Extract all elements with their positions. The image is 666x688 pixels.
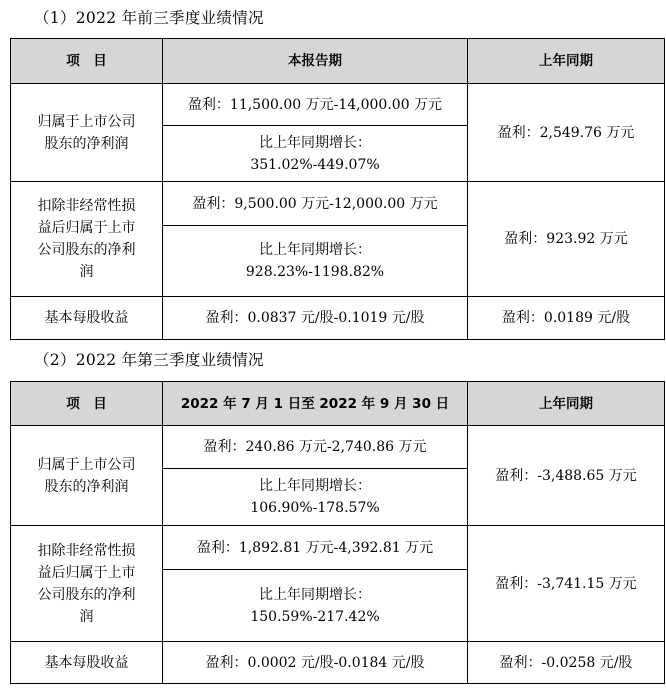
- header-current-period: 2022 年 7 月 1 日至 2022 年 9 月 30 日: [163, 382, 468, 426]
- table-row: [11, 642, 665, 684]
- net-profit-deducted-current-range: 盈利：1,892.81 万元-4,392.81 万元: [163, 526, 468, 570]
- net-profit-growth: [163, 126, 468, 182]
- row-label-net-profit: 归属于上市公司 股东的净利润: [11, 84, 163, 182]
- growth-label: 比上年同期增长：: [259, 586, 371, 603]
- table-row: [11, 84, 665, 126]
- header-current-period: 本报告期: [163, 39, 468, 84]
- header-item: 项 目: [11, 382, 163, 426]
- header-prior-period: 上年同期: [468, 382, 665, 426]
- net-profit-deducted-growth: [163, 570, 468, 642]
- net-profit-prior: 盈利：2,549.76 万元: [468, 84, 665, 182]
- growth-label: 比上年同期增长：: [259, 478, 371, 494]
- row-label-net-profit: 归属于上市公司 股东的净利润: [11, 426, 163, 526]
- header-prior-period: 上年同期: [468, 39, 665, 84]
- growth-label: 比上年同期增长：: [259, 134, 371, 151]
- growth-label: 比上年同期增长：: [259, 242, 371, 258]
- ytd-performance-table: [10, 38, 665, 340]
- table-header-row: [11, 39, 665, 84]
- row-label-eps: 基本每股收益: [11, 642, 163, 684]
- row-label-eps: 基本每股收益: [11, 297, 163, 340]
- net-profit-deducted-prior: 盈利：923.92 万元: [468, 182, 665, 297]
- growth-value: 928.23%-1198.82%: [245, 264, 385, 280]
- net-profit-current-range: 盈利：11,500.00 万元-14,000.00 万元: [163, 84, 468, 126]
- row-label-net-profit-deducted: 扣除非经常性损 益后归属于上市 公司股东的净利 润: [11, 526, 163, 642]
- growth-value: 150.59%-217.42%: [250, 608, 380, 625]
- growth-value: 106.90%-178.57%: [250, 500, 380, 516]
- table-row: [11, 526, 665, 570]
- table-row: [11, 182, 665, 226]
- row-label-net-profit-deducted: 扣除非经常性损 益后归属于上市 公司股东的净利 润: [11, 182, 163, 297]
- table-row: [11, 426, 665, 469]
- section2-title: （2）2022 年第三季度业绩情况: [34, 351, 264, 369]
- eps-current: 盈利：0.0837 元/股-0.1019 元/股: [163, 297, 468, 340]
- net-profit-prior: 盈利：-3,488.65 万元: [468, 426, 665, 526]
- net-profit-deducted-current-range: 盈利：9,500.00 万元-12,000.00 万元: [163, 182, 468, 226]
- q3-performance-table: [10, 381, 665, 684]
- eps-current: 盈利：0.0002 元/股-0.0184 元/股: [163, 642, 468, 684]
- table-row: [11, 297, 665, 340]
- eps-prior: 盈利：-0.0258 元/股: [468, 642, 665, 684]
- table-header-row: [11, 382, 665, 426]
- net-profit-deducted-prior: 盈利：-3,741.15 万元: [468, 526, 665, 642]
- eps-prior: 盈利：0.0189 元/股: [468, 297, 665, 340]
- section1-title: （1）2022 年前三季度业绩情况: [34, 9, 264, 27]
- growth-value: 351.02%-449.07%: [250, 156, 380, 173]
- header-item: 项 目: [11, 39, 163, 84]
- net-profit-growth: [163, 469, 468, 526]
- net-profit-deducted-growth: [163, 226, 468, 297]
- net-profit-current-range: 盈利：240.86 万元-2,740.86 万元: [163, 426, 468, 469]
